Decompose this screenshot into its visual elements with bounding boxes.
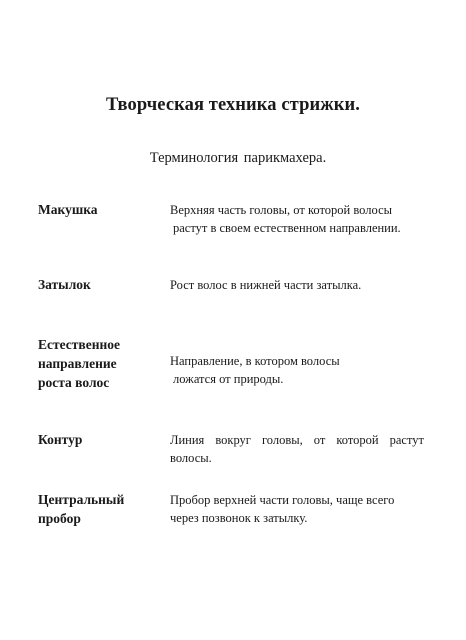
definition-line: через позвонок к затылку. (170, 511, 308, 525)
page-subtitle: Терминология парикмахера. (149, 150, 327, 166)
definition-nape (170, 276, 424, 294)
term-line: Естественное (38, 337, 120, 352)
definition-line: Направление, в котором волосы (170, 354, 340, 368)
definition-natural-growth-direction (170, 352, 424, 388)
definition-line: Пробор верхней части головы, чаще всего (170, 493, 395, 507)
definition-line: волосы. (170, 451, 212, 465)
term-line: роста волос (38, 375, 110, 390)
definition-line: ложатся от природы. (173, 372, 284, 386)
definition-line: растут в своем естественном направлении. (173, 221, 401, 235)
term-contour (38, 430, 158, 449)
term-crown (38, 200, 158, 219)
term-line: пробор (38, 511, 81, 526)
term-line: направление (38, 356, 117, 371)
definition-line: Верхняя часть головы, от которой волосы (170, 203, 393, 217)
definition-line: Рост волос в нижней части затылка. (170, 278, 362, 292)
definition-contour (170, 431, 424, 467)
term-center-part (38, 490, 158, 528)
term-line: Центральный (38, 492, 125, 507)
definition-line: Линия вокруг головы, от которой растут (170, 433, 424, 447)
definition-center-part (170, 491, 424, 527)
term-line: Макушка (38, 202, 98, 217)
term-line: Затылок (38, 277, 91, 292)
page-title: Творческая техника стрижки. (106, 95, 360, 115)
term-line: Контур (38, 432, 83, 447)
term-nape (38, 275, 158, 294)
definition-crown (170, 201, 424, 237)
term-natural-growth-direction (38, 335, 158, 392)
